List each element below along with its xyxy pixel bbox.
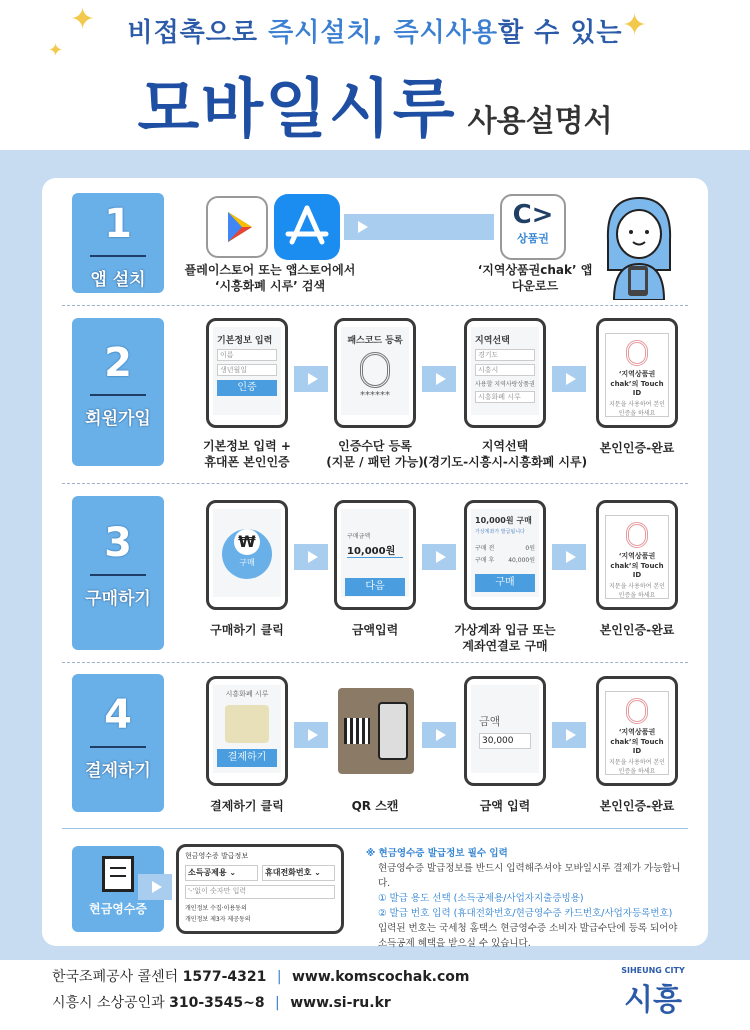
caption-line: 지역선택 (481, 439, 529, 453)
select-row (185, 865, 335, 881)
step-label: 결제하기 (85, 761, 151, 781)
touch-id-title: ‘지역상품권 chak’의 Touch ID (610, 552, 664, 579)
website-link[interactable]: www.komscochak.com (292, 969, 470, 985)
page-title-sub: 사용설명서 (467, 104, 613, 139)
buy-button (222, 529, 272, 579)
row-label: 구매 후 (475, 557, 495, 564)
play-store-icon (206, 196, 268, 258)
consent-checkbox: 개인정보 수집·이용동의 (185, 905, 247, 912)
step-badge-2 (72, 318, 164, 466)
step-badge-3 (72, 496, 164, 650)
step1-caption-right (460, 262, 610, 294)
note-line: 입력된 번호는 국세청 홈택스 현금영수증 소비자 발급수단에 등록 되어야 (378, 923, 678, 934)
caption: 금액입력 (351, 623, 399, 637)
phone-basic-info (206, 318, 288, 428)
arrow-icon (552, 544, 586, 570)
row-value: 0원 (525, 545, 535, 552)
number-type-select: 휴대전화번호 ⌄ (262, 865, 335, 881)
phone-number: 1577-4321 (182, 969, 267, 985)
phone-screen (341, 509, 409, 597)
divider (62, 483, 688, 484)
amount-label: 금액 (479, 715, 501, 728)
number-input: '-'없이 숫자만 입력 (185, 885, 335, 899)
caption: 구매하기 클릭 (210, 623, 284, 637)
row-label: 구매 전 (475, 545, 495, 552)
purpose-select: 소득공제용 ⌄ (185, 865, 258, 881)
caption-line: (경기도-시흥시-시흥화폐 시루) (422, 455, 588, 469)
phone-amount (334, 500, 416, 610)
phone-purchase (464, 500, 546, 610)
phone-screen (471, 327, 539, 415)
receipt-icon (102, 856, 134, 892)
province-field: 경기도 (475, 349, 535, 361)
divider (90, 574, 146, 576)
caption-line: 인증수단 등록 (338, 439, 412, 453)
phone-screen (213, 509, 281, 597)
screen-title: 시흥화폐 시루 (225, 690, 269, 698)
screen-title: 10,000원 구매 (475, 516, 532, 525)
step-badge-1 (72, 193, 164, 293)
currency-field: 시흥화폐 시루 (475, 391, 535, 403)
won-icon: ₩ (234, 529, 260, 555)
select-value: 휴대전화번호 (265, 868, 312, 877)
subtitle-highlight: 즉시설치, 즉시사용 (268, 18, 498, 48)
divider (62, 828, 688, 829)
note: 가상계좌가 발급됩니다 (475, 529, 525, 535)
caption-line: 휴대폰 본인인증 (204, 455, 290, 469)
screen-title: 패스코드 등록 (347, 336, 403, 346)
touch-id-desc: 지문을 사용하여 본인 인증을 하세요 (609, 401, 665, 417)
step-number: 3 (104, 520, 132, 566)
amount-label: 구매금액 (347, 533, 371, 540)
note-line: 현금영수증 발급정보를 반드시 입력해주셔야 모바일시루 결제가 가능합니다. (378, 863, 681, 889)
phone-screen (213, 685, 281, 773)
website-link[interactable]: www.si-ru.kr (290, 995, 391, 1011)
caption: QR 스캔 (351, 799, 399, 813)
touch-id-dialog (605, 691, 669, 775)
row (475, 543, 535, 552)
caption-line: 계좌연결로 구매 (462, 639, 548, 653)
note-title: ※ 현금영수증 발급정보 필수 입력 (366, 848, 508, 859)
fingerprint-icon (360, 352, 390, 388)
character-illustration (598, 190, 680, 300)
screen-title: 기본정보 입력 (217, 336, 273, 346)
logo-text: 시흥 (624, 983, 682, 1018)
next-button: 다음 (345, 578, 405, 596)
divider (62, 305, 688, 306)
siheung-logo (598, 966, 708, 1016)
form-title: 현금영수증 발급정보 (185, 852, 249, 860)
phone-screen (341, 327, 409, 415)
app-store-icon (274, 194, 340, 260)
step-label: 구매하기 (85, 589, 151, 609)
step-badge-4 (72, 674, 164, 812)
sparkle-icon: ✦ (48, 40, 64, 61)
purchase-button: 구매 (475, 574, 535, 592)
consent-checkbox: 개인정보 제3자 제공동의 (185, 916, 251, 923)
amount-input: 10,000원 (347, 542, 403, 558)
page-subtitle (0, 12, 750, 49)
screen-title: 지역선택 (475, 336, 510, 346)
caption (430, 622, 580, 654)
phone-touch-id (596, 676, 678, 786)
caption-line: (지문 / 패턴 가능) (326, 455, 424, 469)
sparkle-icon: ✦ (622, 8, 648, 43)
chak-logo-icon: C> (512, 200, 554, 230)
fingerprint-icon (626, 698, 648, 724)
header (0, 0, 750, 150)
step1-caption-left (170, 262, 370, 294)
title-row (0, 58, 750, 150)
org-name: 한국조폐공사 콜센터 (52, 969, 179, 985)
arrow-icon (294, 366, 328, 392)
chak-label: 상품권 (517, 232, 549, 245)
caption: 본인인증-완료 (599, 623, 675, 637)
divider (90, 746, 146, 748)
phone-passcode (334, 318, 416, 428)
touch-id-title: ‘지역상품권 chak’의 Touch ID (610, 370, 664, 397)
phone-enter-amount (464, 676, 546, 786)
phone-number: 310-3545~8 (169, 995, 265, 1011)
pay-button: 결제하기 (217, 749, 277, 767)
phone-touch-id (596, 318, 678, 428)
card-image (225, 705, 269, 743)
arrow-icon (138, 874, 172, 900)
caption: 본인인증-완료 (599, 441, 675, 455)
phone-in-hand (378, 702, 408, 760)
arrow-icon (294, 544, 328, 570)
caption-line: ‘지역상품권chak’ 앱 (477, 263, 593, 277)
chak-app-icon (500, 194, 566, 260)
amount-input: 30,000 (479, 733, 531, 749)
caption: 결제하기 클릭 (210, 799, 284, 813)
caption-line: ‘시흥화폐 시루’ 검색 (214, 279, 326, 293)
divider (62, 662, 688, 663)
phone-region (464, 318, 546, 428)
footer-line-2: 시흥시 소상공인과 310-3545~8 | www.si-ru.kr (52, 995, 391, 1011)
arrow-icon (422, 722, 456, 748)
touch-id-title: ‘지역상품권 chak’의 Touch ID (610, 728, 664, 755)
step-number: 2 (104, 340, 132, 386)
logo-small-text: SIHEUNG CITY (621, 966, 685, 975)
verify-button: 인증 (217, 380, 277, 396)
divider (90, 255, 146, 257)
phone-screen (471, 685, 539, 773)
sparkle-icon: ✦ (70, 2, 96, 37)
field-label: 사용할 지역사랑상품권 (475, 381, 535, 388)
row-value: 40,000원 (508, 557, 535, 564)
step-label: 앱 설치 (90, 270, 146, 290)
phone-buy (206, 500, 288, 610)
caption-line: 플레이스토어 또는 앱스토어에서 (184, 263, 356, 277)
caption-line: 기본정보 입력 + (203, 439, 291, 453)
caption-line: 가상계좌 입금 또는 (454, 623, 556, 637)
birthdate-field: 생년월일 (217, 364, 277, 376)
fingerprint-icon (626, 522, 648, 548)
phone-screen (213, 327, 281, 415)
city-field: 시흥시 (475, 364, 535, 376)
subtitle-part: 할 수 있는 (497, 18, 623, 48)
touch-id-dialog (605, 515, 669, 599)
caption: 금액 입력 (479, 799, 531, 813)
arrow-icon (294, 722, 328, 748)
arrow-icon (344, 214, 494, 240)
passcode-dots: ****** (360, 390, 390, 401)
arrow-icon (552, 722, 586, 748)
phone-screen (471, 509, 539, 597)
touch-id-desc: 지문을 사용하여 본인 인증을 하세요 (609, 759, 665, 775)
divider (90, 394, 146, 396)
buy-label: 구매 (239, 558, 255, 567)
arrow-icon (552, 366, 586, 392)
select-value: 소득공제용 (188, 868, 227, 877)
footer-line-1: 한국조폐공사 콜센터 1577-4321 | www.komscochak.com (52, 969, 470, 985)
phone-touch-id (596, 500, 678, 610)
step-number: 4 (104, 692, 132, 738)
note-line: ② 발급 번호 입력 (휴대전화번호/현금영수증 카드번호/사업자등록번호) (378, 908, 673, 919)
arrow-icon (422, 544, 456, 570)
row (475, 555, 535, 564)
receipt-form-phone (176, 844, 344, 934)
qr-code-icon (344, 718, 370, 744)
phone-pay (206, 676, 288, 786)
org-name: 시흥시 소상공인과 (52, 995, 165, 1011)
note-line: 소득공제 혜택을 받으실 수 있습니다. (378, 938, 531, 949)
qr-scan-photo (338, 688, 414, 774)
receipt-notes (366, 846, 692, 951)
subtitle-part: 비접촉으로 (127, 18, 269, 48)
note-line: ① 발급 용도 선택 (소득공제용/사업자지출증빙용) (378, 893, 584, 904)
name-field: 이름 (217, 349, 277, 361)
step-number: 1 (104, 201, 132, 247)
step-label: 회원가입 (85, 409, 151, 429)
caption-line: 다운로드 (511, 279, 559, 293)
receipt-label: 현금영수증 (89, 902, 147, 916)
fingerprint-icon (626, 340, 648, 366)
page-title: 모바일시루 (137, 73, 457, 147)
arrow-icon (422, 366, 456, 392)
caption: 본인인증-완료 (599, 799, 675, 813)
touch-id-dialog (605, 333, 669, 417)
touch-id-desc: 지문을 사용하여 본인 인증을 하세요 (609, 583, 665, 599)
